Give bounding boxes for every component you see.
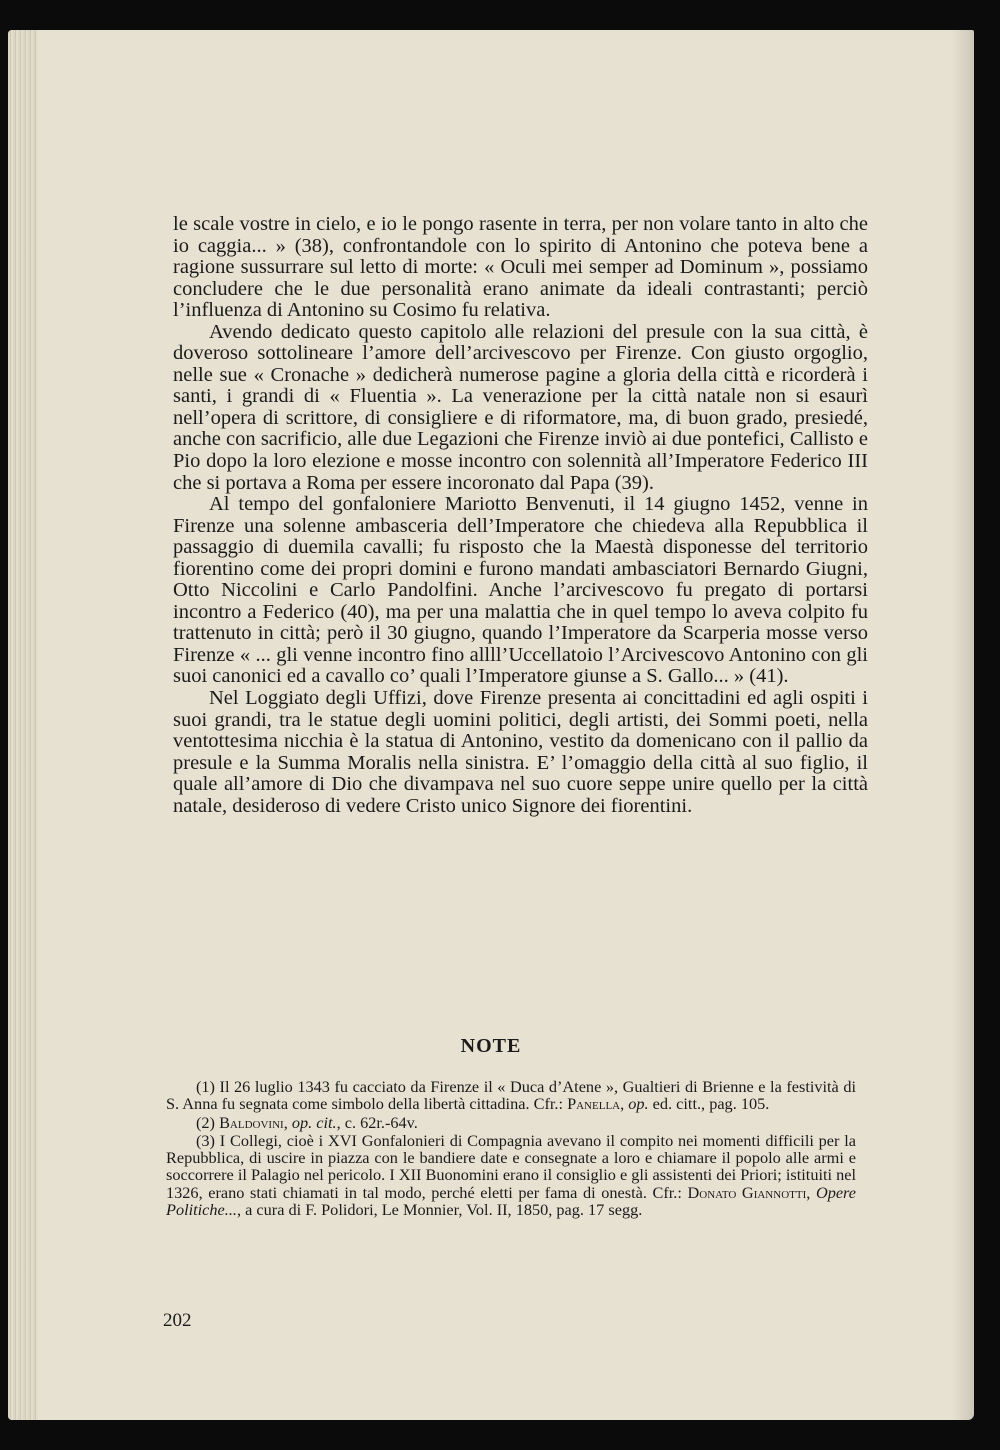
note-3-text: (3) I Collegi, cioè i XVI Gonfalonieri di Compagnia avevano il compito nei momenti difficili per la Repubblica, di uscire in piazza con le bandiere date e consegnate a loro e chiamare il popolo alle armi e soccorrere il Palagio nel pericolo. I XII Buonomini erano il consiglio e gli assistenti dei Priori; istituiti nel 1326, erano stati chiamati in tal modo, perché eletti per fama di onestà. Cfr.: <box>166 1130 857 1202</box>
note-1-sep: , <box>620 1094 629 1114</box>
note-3-author: Donato Giannotti <box>687 1182 807 1202</box>
note-3 <box>166 1132 856 1218</box>
book-page <box>8 30 974 1420</box>
note-1 <box>166 1078 856 1113</box>
note-3-sep: , <box>806 1182 816 1202</box>
note-2-text: (2) <box>196 1112 220 1132</box>
note-2-opcit: op. cit. <box>291 1112 337 1132</box>
note-1-tail: ed. citt., pag. 105. <box>648 1094 770 1114</box>
notes-heading: NOTE <box>460 1035 522 1057</box>
paragraph-3: Al tempo del gonfaloniere Mariotto Benvenuti, il 14 giugno 1452, venne in Firenze una solenne ambasceria dell’Imperatore che chiedeva alla Repubblica il passaggio di duemila cavalli; fu risposto che la Maestà disponesse del territorio fiorentino come dei propri domini e furono mandati ambasciatori Bernardo Giugni, Otto Niccolini e Carlo Pandolfini. Anche l’arcivescovo fu pregato di portarsi incontro a Federico (40), ma per una malattia che in quel tempo lo aveva colpito fu trattenuto in città; però il 30 giugno, quando l’Imperatore da Scarperia mosse verso Firenze « ... gli venne incontro fino allll’Uccellatoio l’Arcivescovo Antonino con gli suoi canonici ed a cavallo co’ quali l’Imperatore giunse a S. Gallo... » (41). <box>173 493 868 688</box>
note-1-opcit: op. <box>628 1094 649 1114</box>
page-edge-stack <box>8 30 38 1420</box>
notes-list <box>166 1078 856 1218</box>
page-number: 202 <box>163 1310 192 1331</box>
note-1-author: Panella <box>567 1094 621 1114</box>
note-3-title: Opere Politiche... <box>166 1182 857 1220</box>
note-3-tail: , a cura di F. Polidori, Le Monnier, Vol. II, 1850, pag. 17 segg. <box>236 1200 643 1220</box>
paragraph-1: le scale vostre in cielo, e io le pongo rasente in terra, per non volare tanto in alto che io caggia... » (38), confrontandole con lo spirito di Antonino che poteva bene a ragione sussurrare sul letto di morte: « Oculi mei semper ad Dominum », possiamo concludere che le due personalità erano animate da ideali contrastanti; perciò l’influenza di Antonino su Cosimo fu relativa. <box>173 213 868 322</box>
note-2 <box>166 1114 856 1131</box>
note-1-text: (1) Il 26 luglio 1343 fu cacciato da Firenze il « Duca d’Atene », Gualtieri di Brienne e la festività di S. Anna fu segnata come simbolo della libertà cittadina. Cfr.: <box>166 1077 856 1114</box>
note-2-sep: , <box>283 1112 292 1132</box>
paragraph-4: Nel Loggiato degli Uffizi, dove Firenze presenta ai concittadini ed agli ospiti i suoi grandi, tra le statue degli uomini politici, degli artisti, dei Sommi poeti, nella ventottesima nicchia è la statua di Antonino, vestito da domenicano con il pallio da presule e la Summa Moralis nella sinistra. E’ l’omaggio della città al suo figlio, il quale all’amore di Dio che divampava nel suo cuore seppe unire quello per la città natale, desideroso di vedere Cristo unico Signore dei fiorentini. <box>173 687 868 817</box>
note-2-tail: , c. 62r.-64v. <box>336 1112 418 1132</box>
page-gutter-shadow <box>952 30 974 1420</box>
paragraph-2: Avendo dedicato questo capitolo alle relazioni del presule con la sua città, è doveroso sottolineare l’amore dell’arcivescovo per Firenze. Con giusto orgoglio, nelle sue « Cronache » dedicherà numerose pagine a gloria della città e ricorderà i santi, i grandi di « Fluentia ». La venerazione per la città natale non si esaurì nell’opera di scrittore, di consigliere e di riformatore, ma, di buon grado, presiedé, anche con sacrificio, alle due Legazioni che Firenze inviò ai due pontefici, Callisto e Pio dopo la loro elezione e mosse incontro con solennità all’Imperatore Federico III che si portava a Roma per essere incoronato dal Papa (39). <box>173 320 868 494</box>
note-2-author: Baldovini <box>219 1112 284 1132</box>
body-text <box>173 214 868 817</box>
